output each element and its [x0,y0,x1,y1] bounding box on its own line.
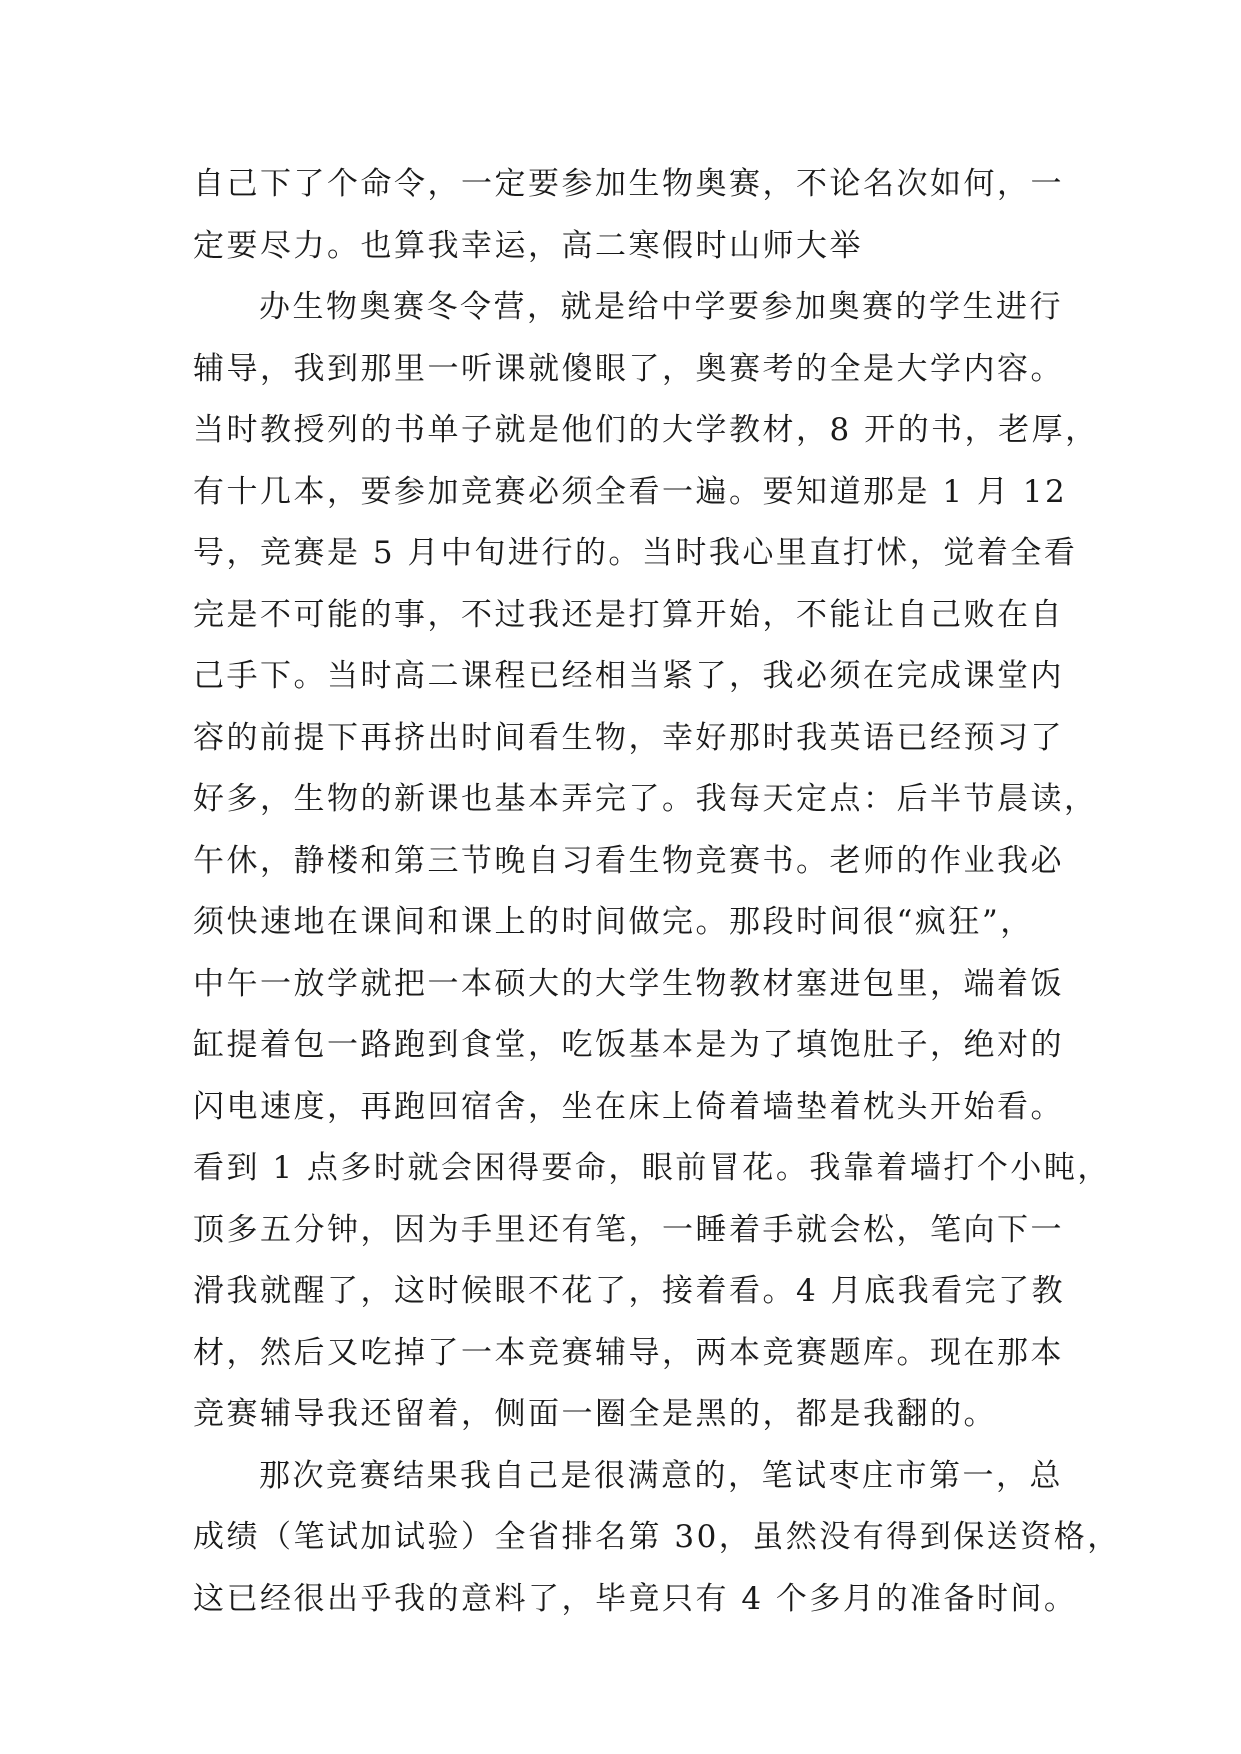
text-line: 容的前提下再挤出时间看生物，幸好那时我英语已经预习了 [193,719,1064,756]
text-line: 滑我就醒了，这时候眼不花了，接着看。4 月底我看完了教 [193,1273,1066,1309]
text-line: 闪电速度，再跑回宿舍，坐在床上倚着墙垫着枕头开始看。 [193,1088,1064,1125]
text-line: 午休，静楼和第三节晚自习看生物竞赛书。老师的作业我必 [193,842,1064,879]
text-line: 顶多五分钟，因为手里还有笔，一睡着手就会松，笔向下一 [193,1211,1064,1248]
text-line: 有十几本，要参加竞赛必须全看一遍。要知道那是 1 月 12 [193,473,1068,510]
text-line: 完是不可能的事，不过我还是打算开始，不能让自己败在自 [193,596,1064,633]
text-line: 成绩（笔试加试验）全省排名第 30，虽然没有得到保送资格， [193,1519,1121,1555]
text-line: 当时教授列的书单子就是他们的大学教材，8 开的书，老厚， [193,412,1099,448]
paragraph-start-line: 那次竞赛结果我自己是很满意的，笔试枣庄市第一，总 [259,1457,1063,1494]
text-line: 己手下。当时高二课程已经相当紧了，我必须在完成课堂内 [193,658,1064,694]
text-line: 竞赛辅导我还留着，侧面一圈全是黑的，都是我翻的。 [193,1396,997,1432]
text-line: 中午一放学就把一本硕大的大学生物教材塞进包里，端着饭 [193,965,1064,1002]
paragraph-start-line: 办生物奥赛冬令营，就是给中学要参加奥赛的学生进行 [259,289,1063,325]
text-line: 材，然后又吃掉了一本竞赛辅导，两本竞赛题库。现在那本 [193,1334,1064,1371]
text-line: 定要尽力。也算我幸运，高二寒假时山师大举 [193,227,863,264]
text-line: 好多，生物的新课也基本弄完了。我每天定点：后半节晨读， [193,781,1098,817]
text-line: 辅导，我到那里一听课就傻眼了，奥赛考的全是大学内容。 [193,350,1064,387]
text-line: 这已经很出乎我的意料了，毕竟只有 4 个多月的准备时间。 [193,1580,1078,1617]
text-line: 须快速地在课间和课上的时间做完。那段时间很“疯狂”， [193,904,1034,940]
text-line: 缸提着包一路跑到食堂，吃饭基本是为了填饱肚子，绝对的 [193,1027,1064,1063]
body-text [193,154,1121,1630]
text-line: 号，竞赛是 5 月中旬进行的。当时我心里直打怵，觉着全看 [193,535,1078,571]
text-line: 自己下了个命令，一定要参加生物奥赛，不论名次如何，一 [193,166,1064,202]
text-line: 看到 1 点多时就会困得要命，眼前冒花。我靠着墙打个小盹， [193,1150,1111,1186]
